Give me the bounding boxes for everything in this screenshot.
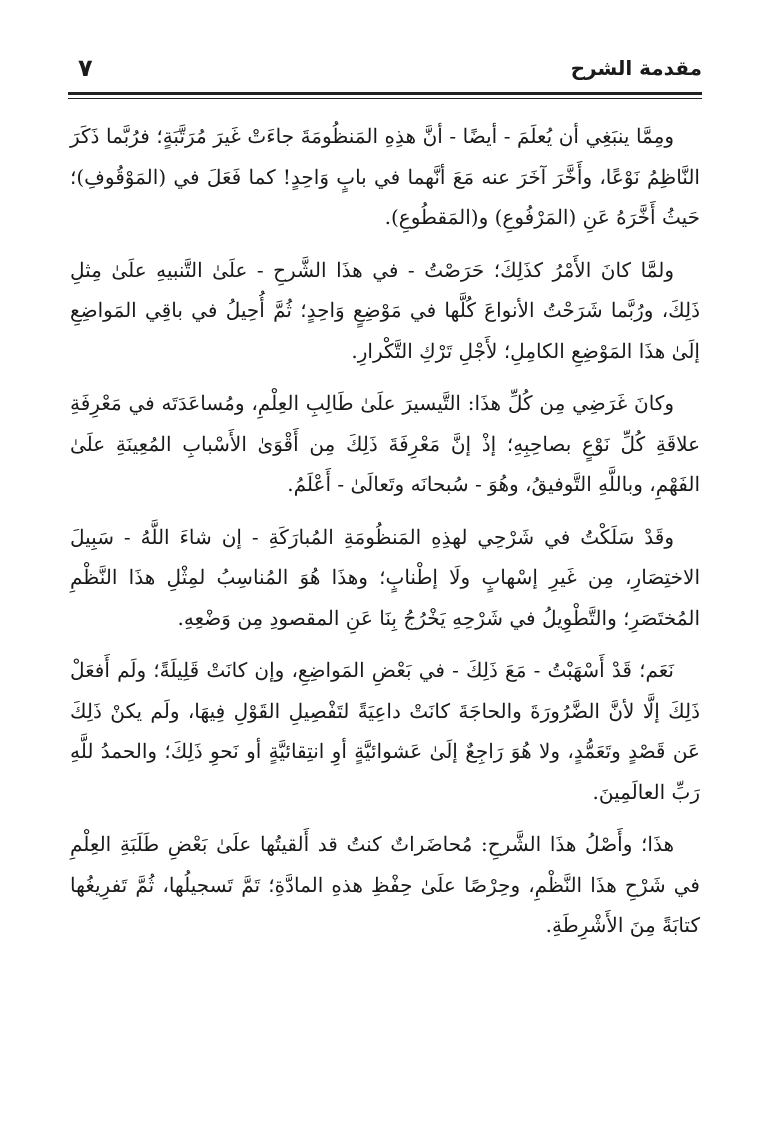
body-text [70, 116, 700, 958]
paragraph: نَعَم؛ قَدْ أَسْهَبْتُ - مَعَ ذَلِكَ - في بَعْضِ المَواضِعِ، وإن كانَتْ قَلِيلَةً؛ ولَم أَفعَلْ ذَلِكَ إلَّا لأنَّ الضَّرُورَةَ والحاجَةَ كانَتْ داعِيَةً لتَفْصِيلِ القَوْلِ فِيهَا، ولَم يكنْ ذَلِكَ عَن قَصْدٍ وتَعَمُّدٍ، ولا هُوَ رَاجِعٌ إلَىٰ عَشوائيَّةٍ أوِ انتِقائيَّةٍ أو نَحوِ ذَلِكَ؛ والحمدُ للَّهِ رَبِّ العالَمِينَ. [70, 658, 700, 804]
header-rule-thick [68, 92, 702, 95]
page-number: ٧ [78, 54, 93, 82]
paragraph: هذَا؛ وأَصْلُ هذَا الشَّرحِ: مُحاضَراتٌ كنتُ قد أَلقيتُها علَىٰ بَعْضِ طَلَبَةِ العِلْمِ في شَرْحِ هذَا النَّظْمِ، وحِرْصًا علَىٰ حِفْظِ هذهِ المادَّةِ؛ تَمَّ تَسجيلُها، ثُمَّ تَفرِيغُها كتابَةً مِنَ الأَشْرِطَةِ. [70, 832, 700, 937]
chapter-title: مقدمة الشرح [570, 56, 702, 80]
paragraph: وقَدْ سَلَكْتُ في شَرْحِي لهذِهِ المَنظُومَةِ المُبارَكَةِ - إن شاءَ اللَّهُ - سَبِيلَ الاختِصَارِ، مِن غَيرِ إسْهابٍ ولَا إطْنابٍ؛ وهذَا هُوَ المُناسِبُ لمِثْلِ هذَا النَّظْمِ المُختَصَرِ؛ والتَّطْوِيلُ في شَرْحِهِ يَخْرُجُ بِنَا عَنِ المقصودِ مِن وَضْعِهِ. [70, 524, 700, 630]
header-rule-thin [68, 98, 702, 99]
running-header [68, 50, 702, 88]
paragraph: وكانَ غَرَضِي مِن كُلِّ هذَا: التَّيسيرَ علَىٰ طَالِبِ العِلْمِ، ومُساعَدَتَه في مَعْرِفَةِ علاقَةِ كُلِّ نَوْعٍ بصاحِبِهِ؛ إذْ إنَّ مَعْرِفَةَ ذَلِكَ مِن أَقْوَىٰ الأَسْبابِ المُعِينَةِ علَىٰ الفَهْمِ، وباللَّهِ التَّوفيقُ، وهُوَ - سُبحانَه وتَعالَىٰ - أَعْلَمُ. [70, 391, 700, 496]
paragraph: ومِمَّا ينبَغِي أن يُعلَمَ - أيضًا - أنَّ هذِهِ المَنظُومَةَ جاءَتْ غَيرَ مُرَتَّبَةٍ؛ فرُبَّما ذَكَرَ النَّاظِمُ نَوْعًا، وأَخَّرَ آخَرَ عنه مَعَ أنَّهما في بابٍ وَاحِدٍ! كما فَعَلَ في (المَوْقُوفِ)؛ حَيثُ أَخَّرَهُ عَنِ (المَرْفُوعِ) و(المَقطُوعِ). [70, 124, 700, 229]
paragraph: ولمَّا كانَ الأَمْرُ كذَلِكَ؛ حَرَصْتُ - في هذَا الشَّرحِ - علَىٰ التَّنبيهِ علَىٰ مِثلِ ذَلِكَ، ورُبَّما شَرَحْتُ الأنواعَ كُلَّها في مَوْضِعٍ وَاحِدٍ؛ ثُمَّ أُحِيلُ في باقِي المَواضِعِ إلَىٰ هذَا المَوْضِعِ الكامِلِ؛ لأَجْلِ تَرْكِ التَّكْرارِ. [70, 257, 700, 363]
